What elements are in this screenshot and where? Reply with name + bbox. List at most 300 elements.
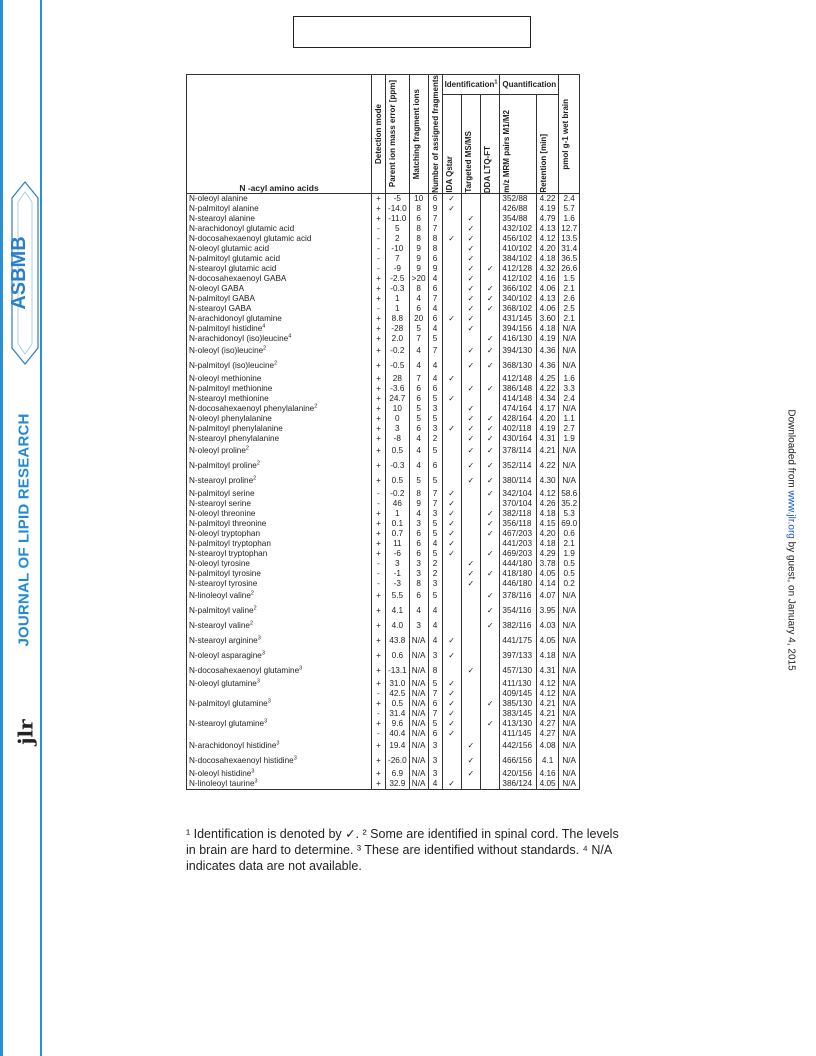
- table-row: [187, 414, 580, 424]
- compound-footnote-sup: 2: [253, 475, 257, 482]
- compound-name-cell: [187, 549, 372, 559]
- mass-error-cell: -6: [386, 549, 410, 559]
- detection-mode-cell: +: [372, 204, 386, 214]
- compound-name: N-palmitoyl histidine: [189, 323, 263, 333]
- table-row: [187, 604, 580, 619]
- targeted-msms-cell: ✓: [461, 359, 480, 374]
- detection-mode-cell: +: [372, 359, 386, 374]
- matching-fragments-cell: N/A: [409, 754, 428, 769]
- compound-name-cell: [187, 729, 372, 739]
- ida-qstar-cell: ✓: [442, 709, 461, 719]
- mrm-pair-cell: 410/102: [500, 244, 537, 254]
- dda-ltq-ft-cell: [481, 214, 500, 224]
- detection-mode-cell: -: [372, 264, 386, 274]
- header-dda: [481, 95, 500, 194]
- matching-fragments-cell: 8: [409, 579, 428, 589]
- matching-fragments-cell: 6: [409, 304, 428, 314]
- assigned-fragments-cell: 3: [428, 739, 442, 754]
- jlr-link[interactable]: www.jlr.org: [785, 490, 797, 539]
- targeted-msms-cell: ✓: [461, 424, 480, 434]
- table-row: [187, 739, 580, 754]
- compound-name: N-docosahexaenoyl GABA: [189, 273, 287, 283]
- ida-qstar-cell: ✓: [442, 539, 461, 549]
- targeted-msms-cell: [461, 204, 480, 214]
- table-row: [187, 234, 580, 244]
- detection-mode-cell: +: [372, 509, 386, 519]
- acyl-amino-acid-table: [186, 74, 580, 790]
- mass-error-cell: 1: [386, 509, 410, 519]
- matching-fragments-cell: 9: [409, 499, 428, 509]
- table-row: [187, 539, 580, 549]
- dda-ltq-ft-cell: [481, 314, 500, 324]
- dda-ltq-ft-cell: [481, 649, 500, 664]
- detection-mode-cell: +: [372, 519, 386, 529]
- mass-error-cell: 24.7: [386, 394, 410, 404]
- retention-cell: 3.78: [537, 559, 559, 569]
- pmol-cell: 2.1: [559, 314, 580, 324]
- compound-footnote-sup: 2: [314, 403, 318, 410]
- compound-name-cell: [187, 474, 372, 489]
- mrm-pair-cell: 467/203: [500, 529, 537, 539]
- mass-error-cell: 0.1: [386, 519, 410, 529]
- compound-name-cell: [187, 434, 372, 444]
- compound-name-cell: [187, 509, 372, 519]
- ida-qstar-cell: ✓: [442, 204, 461, 214]
- mass-error-cell: 1: [386, 304, 410, 314]
- table-row: [187, 244, 580, 254]
- dda-ltq-ft-cell: [481, 234, 500, 244]
- mass-error-cell: -11.0: [386, 214, 410, 224]
- detection-mode-cell: +: [372, 474, 386, 489]
- ida-qstar-cell: [442, 304, 461, 314]
- retention-cell: 4.79: [537, 214, 559, 224]
- mass-error-cell: 8.8: [386, 314, 410, 324]
- matching-fragments-cell: 6: [409, 589, 428, 604]
- compound-name: N-oleoyl histidine: [189, 768, 252, 778]
- header-name-text: N -acyl amino acids: [239, 182, 319, 193]
- header-detection-text: Detection mode: [374, 103, 383, 164]
- compound-name-cell: [187, 414, 372, 424]
- retention-cell: 4.22: [537, 193, 559, 204]
- table-row: [187, 709, 580, 719]
- dda-ltq-ft-cell: [481, 779, 500, 790]
- detection-mode-cell: +: [372, 274, 386, 284]
- dda-ltq-ft-cell: [481, 324, 500, 334]
- matching-fragments-cell: N/A: [409, 709, 428, 719]
- mass-error-cell: 6.9: [386, 769, 410, 779]
- assigned-fragments-cell: 7: [428, 224, 442, 234]
- compound-name-cell: [187, 404, 372, 414]
- dda-ltq-ft-cell: [481, 204, 500, 214]
- compound-name: N-stearoyl glutamic acid: [189, 263, 277, 273]
- pmol-cell: 1.6: [559, 374, 580, 384]
- pmol-cell: 2.4: [559, 394, 580, 404]
- detection-mode-cell: +: [372, 604, 386, 619]
- ida-qstar-cell: ✓: [442, 509, 461, 519]
- retention-cell: 4.26: [537, 499, 559, 509]
- assigned-fragments-cell: 2: [428, 434, 442, 444]
- compound-name: N-palmitoyl valine: [189, 606, 254, 616]
- retention-cell: 4.20: [537, 529, 559, 539]
- targeted-msms-cell: ✓: [461, 264, 480, 274]
- detection-mode-cell: +: [372, 414, 386, 424]
- mrm-pair-cell: 368/102: [500, 304, 537, 314]
- compound-name-cell: [187, 499, 372, 509]
- targeted-msms-cell: [461, 604, 480, 619]
- assigned-fragments-cell: 3: [428, 769, 442, 779]
- compound-name: N-palmitoyl glutamine: [189, 698, 268, 708]
- targeted-msms-cell: [461, 529, 480, 539]
- mass-error-cell: 3: [386, 424, 410, 434]
- detection-mode-cell: +: [372, 294, 386, 304]
- matching-fragments-cell: >20: [409, 274, 428, 284]
- mrm-pair-cell: 441/203: [500, 539, 537, 549]
- targeted-msms-cell: ✓: [461, 404, 480, 414]
- mrm-pair-cell: 431/145: [500, 314, 537, 324]
- matching-fragments-cell: 4: [409, 294, 428, 304]
- compound-footnote-sup: 2: [250, 590, 254, 597]
- pmol-cell: 1.9: [559, 434, 580, 444]
- mass-error-cell: 28: [386, 374, 410, 384]
- dda-ltq-ft-cell: [481, 679, 500, 689]
- assigned-fragments-cell: 9: [428, 204, 442, 214]
- mrm-pair-cell: 394/130: [500, 344, 537, 359]
- targeted-msms-cell: [461, 779, 480, 790]
- dda-ltq-ft-cell: [481, 579, 500, 589]
- compound-name-cell: [187, 529, 372, 539]
- targeted-msms-cell: [461, 509, 480, 519]
- detection-mode-cell: +: [372, 284, 386, 294]
- retention-cell: 3.95: [537, 604, 559, 619]
- pmol-cell: N/A: [559, 604, 580, 619]
- pmol-cell: 5.3: [559, 509, 580, 519]
- compound-name-cell: [187, 604, 372, 619]
- compound-name-cell: [187, 519, 372, 529]
- mrm-pair-cell: 354/88: [500, 214, 537, 224]
- header-dda-text: DDA LTQ-FT: [483, 145, 493, 193]
- dda-ltq-ft-cell: [481, 664, 500, 679]
- matching-fragments-cell: 6: [409, 214, 428, 224]
- table-row: [187, 689, 580, 699]
- assigned-fragments-cell: 7: [428, 214, 442, 224]
- compound-name: N-oleoyl alanine: [189, 193, 248, 203]
- assigned-fragments-cell: 4: [428, 634, 442, 649]
- targeted-msms-cell: [461, 689, 480, 699]
- ida-qstar-cell: [442, 434, 461, 444]
- compound-name-cell: [187, 294, 372, 304]
- jlr-mark: jlr: [13, 719, 38, 745]
- retention-cell: 3.60: [537, 314, 559, 324]
- mass-error-cell: 31.4: [386, 709, 410, 719]
- targeted-msms-cell: [461, 634, 480, 649]
- pmol-cell: 2.1: [559, 284, 580, 294]
- retention-cell: 4.34: [537, 394, 559, 404]
- retention-cell: 4.12: [537, 679, 559, 689]
- retention-cell: 4.27: [537, 729, 559, 739]
- targeted-msms-cell: ✓: [461, 344, 480, 359]
- detection-mode-cell: +: [372, 619, 386, 634]
- compound-footnote-sup: 3: [276, 740, 280, 747]
- ida-qstar-cell: ✓: [442, 314, 461, 324]
- mrm-pair-cell: 428/164: [500, 414, 537, 424]
- mrm-pair-cell: 386/148: [500, 384, 537, 394]
- matching-fragments-cell: 6: [409, 549, 428, 559]
- matching-fragments-cell: 7: [409, 334, 428, 344]
- retention-cell: 4.18: [537, 324, 559, 334]
- title-box: [293, 16, 531, 48]
- retention-cell: 4.18: [537, 649, 559, 664]
- compound-name: N-palmitoyl tyrosine: [189, 568, 261, 578]
- compound-name: N-stearoyl alanine: [189, 213, 255, 223]
- matching-fragments-cell: 8: [409, 234, 428, 244]
- compound-name-cell: [187, 264, 372, 274]
- mass-error-cell: 7: [386, 254, 410, 264]
- dda-ltq-ft-cell: [481, 634, 500, 649]
- ida-qstar-cell: [442, 559, 461, 569]
- detection-mode-cell: +: [372, 394, 386, 404]
- compound-name: N-linoleoyl valine: [189, 591, 251, 601]
- dda-ltq-ft-cell: ✓: [481, 434, 500, 444]
- header-pmol-text: pmol g-1 wet brain: [561, 98, 571, 170]
- matching-fragments-cell: 4: [409, 604, 428, 619]
- compound-name-cell: [187, 679, 372, 689]
- matching-fragments-cell: 9: [409, 244, 428, 254]
- ida-qstar-cell: ✓: [442, 499, 461, 509]
- asbmb-logo-text: ASBMB: [8, 236, 30, 310]
- mass-error-cell: -2.5: [386, 274, 410, 284]
- mass-error-cell: 40.4: [386, 729, 410, 739]
- targeted-msms-cell: ✓: [461, 324, 480, 334]
- mass-error-cell: 11: [386, 539, 410, 549]
- mrm-pair-cell: 342/104: [500, 489, 537, 499]
- retention-cell: 4.32: [537, 264, 559, 274]
- ida-qstar-cell: [442, 579, 461, 589]
- ida-qstar-cell: [442, 769, 461, 779]
- header-matching-text: Matching fragment ions: [411, 88, 421, 180]
- table-row: [187, 334, 580, 344]
- dda-ltq-ft-cell: [481, 394, 500, 404]
- targeted-msms-cell: ✓: [461, 224, 480, 234]
- mass-error-cell: -14.0: [386, 204, 410, 214]
- ida-qstar-cell: [442, 264, 461, 274]
- mass-error-cell: 42.5: [386, 689, 410, 699]
- compound-name: N-stearoyl arginine: [189, 636, 258, 646]
- ida-qstar-cell: [442, 384, 461, 394]
- detection-mode-cell: -: [372, 569, 386, 579]
- detection-mode-cell: +: [372, 404, 386, 414]
- table-row: [187, 474, 580, 489]
- dda-ltq-ft-cell: ✓: [481, 284, 500, 294]
- compound-name-cell: [187, 489, 372, 499]
- detection-mode-cell: -: [372, 304, 386, 314]
- detection-mode-cell: +: [372, 424, 386, 434]
- pmol-cell: N/A: [559, 769, 580, 779]
- header-identification-sup: 1: [494, 78, 498, 85]
- compound-name: N-palmitoyl alanine: [189, 203, 259, 213]
- ida-qstar-cell: [442, 619, 461, 634]
- table-row: [187, 529, 580, 539]
- targeted-msms-cell: ✓: [461, 314, 480, 324]
- mass-error-cell: -9: [386, 264, 410, 274]
- matching-fragments-cell: 5: [409, 404, 428, 414]
- ida-qstar-cell: ✓: [442, 549, 461, 559]
- dda-ltq-ft-cell: ✓: [481, 489, 500, 499]
- mrm-pair-cell: 466/156: [500, 754, 537, 769]
- retention-cell: 4.15: [537, 519, 559, 529]
- header-ida-text: IDA Qstar: [444, 156, 454, 193]
- targeted-msms-cell: ✓: [461, 664, 480, 679]
- retention-cell: 4.07: [537, 589, 559, 604]
- mrm-pair-cell: 441/175: [500, 634, 537, 649]
- table-row: [187, 679, 580, 689]
- detection-mode-cell: +: [372, 193, 386, 204]
- ida-qstar-cell: [442, 474, 461, 489]
- pmol-cell: N/A: [559, 404, 580, 414]
- dda-ltq-ft-cell: ✓: [481, 529, 500, 539]
- table-row: [187, 404, 580, 414]
- ida-qstar-cell: [442, 414, 461, 424]
- table-row: [187, 499, 580, 509]
- table-row: [187, 779, 580, 790]
- compound-name-cell: [187, 394, 372, 404]
- table-row: [187, 519, 580, 529]
- mass-error-cell: 10: [386, 404, 410, 414]
- pmol-cell: 1.6: [559, 214, 580, 224]
- mrm-pair-cell: 474/164: [500, 404, 537, 414]
- mrm-pair-cell: 352/114: [500, 459, 537, 474]
- mass-error-cell: -10: [386, 244, 410, 254]
- assigned-fragments-cell: 7: [428, 709, 442, 719]
- pmol-cell: 26.6: [559, 264, 580, 274]
- mass-error-cell: -5: [386, 193, 410, 204]
- dda-ltq-ft-cell: [481, 499, 500, 509]
- header-targeted-text: Targeted MS/MS: [463, 131, 473, 193]
- mrm-pair-cell: 412/148: [500, 374, 537, 384]
- mrm-pair-cell: 382/118: [500, 509, 537, 519]
- table-row: [187, 619, 580, 634]
- retention-cell: 4.22: [537, 459, 559, 474]
- mrm-pair-cell: 384/102: [500, 254, 537, 264]
- table-row: [187, 699, 580, 709]
- assigned-fragments-cell: 6: [428, 384, 442, 394]
- targeted-msms-cell: ✓: [461, 444, 480, 459]
- retention-cell: 4.03: [537, 619, 559, 634]
- compound-name: N-stearoyl serine: [189, 498, 251, 508]
- compound-footnote-sup: 3: [257, 635, 261, 642]
- dda-ltq-ft-cell: ✓: [481, 474, 500, 489]
- mrm-pair-cell: 368/130: [500, 359, 537, 374]
- mass-error-cell: -0.2: [386, 344, 410, 359]
- mrm-pair-cell: 378/116: [500, 589, 537, 604]
- dda-ltq-ft-cell: ✓: [481, 519, 500, 529]
- retention-cell: 4.36: [537, 344, 559, 359]
- mass-error-cell: 0: [386, 414, 410, 424]
- detection-mode-cell: +: [372, 779, 386, 790]
- assigned-fragments-cell: 8: [428, 234, 442, 244]
- pmol-cell: 2.6: [559, 294, 580, 304]
- dda-ltq-ft-cell: ✓: [481, 384, 500, 394]
- pmol-cell: 2.1: [559, 539, 580, 549]
- ida-qstar-cell: [442, 224, 461, 234]
- detection-mode-cell: +: [372, 314, 386, 324]
- retention-cell: 4.27: [537, 719, 559, 729]
- sidebar-stripe-right: [40, 0, 42, 1056]
- retention-cell: 4.21: [537, 444, 559, 459]
- dda-ltq-ft-cell: [481, 254, 500, 264]
- retention-cell: 4.18: [537, 539, 559, 549]
- pmol-cell: N/A: [559, 689, 580, 699]
- ida-qstar-cell: ✓: [442, 679, 461, 689]
- dda-ltq-ft-cell: [481, 224, 500, 234]
- targeted-msms-cell: ✓: [461, 579, 480, 589]
- compound-name: N-arachidonoyl glutamine: [189, 313, 282, 323]
- detection-mode-cell: +: [372, 679, 386, 689]
- compound-name: N-palmitoyl phenylalanine: [189, 423, 283, 433]
- pmol-cell: N/A: [559, 729, 580, 739]
- mrm-pair-cell: 378/114: [500, 444, 537, 459]
- header-error-text: Parent ion mass error [ppm]: [388, 80, 397, 188]
- ida-qstar-cell: [442, 344, 461, 359]
- dda-ltq-ft-cell: ✓: [481, 604, 500, 619]
- header-mrm-text: m/z MRM pairs M1/M2: [502, 110, 512, 193]
- compound-name-cell: [187, 224, 372, 234]
- mrm-pair-cell: 380/114: [500, 474, 537, 489]
- compound-name: N-stearoyl methionine: [189, 393, 269, 403]
- compound-name-cell: [187, 204, 372, 214]
- matching-fragments-cell: 8: [409, 224, 428, 234]
- retention-cell: 4.22: [537, 384, 559, 394]
- detection-mode-cell: +: [372, 344, 386, 359]
- detection-mode-cell: +: [372, 334, 386, 344]
- detection-mode-cell: -: [372, 689, 386, 699]
- header-pmol: [559, 75, 580, 194]
- assigned-fragments-cell: 7: [428, 689, 442, 699]
- compound-name-cell: [187, 699, 372, 709]
- mrm-pair-cell: 456/102: [500, 234, 537, 244]
- dda-ltq-ft-cell: [481, 539, 500, 549]
- pmol-cell: N/A: [559, 664, 580, 679]
- pmol-cell: 3.3: [559, 384, 580, 394]
- targeted-msms-cell: [461, 619, 480, 634]
- pmol-cell: N/A: [559, 649, 580, 664]
- compound-name-cell: [187, 619, 372, 634]
- compound-name-cell: [187, 754, 372, 769]
- detection-mode-cell: +: [372, 384, 386, 394]
- mass-error-cell: 32.9: [386, 779, 410, 790]
- assigned-fragments-cell: 6: [428, 193, 442, 204]
- table-row: [187, 579, 580, 589]
- table-row: [187, 569, 580, 579]
- mrm-pair-cell: 444/180: [500, 559, 537, 569]
- assigned-fragments-cell: 6: [428, 459, 442, 474]
- pmol-cell: 2.4: [559, 193, 580, 204]
- table-row: [187, 634, 580, 649]
- matching-fragments-cell: 5: [409, 474, 428, 489]
- table-row: [187, 549, 580, 559]
- detection-mode-cell: -: [372, 489, 386, 499]
- retention-cell: 4.19: [537, 204, 559, 214]
- dda-ltq-ft-cell: ✓: [481, 334, 500, 344]
- compound-name: N-oleoyl glutamic acid: [189, 243, 270, 253]
- assigned-fragments-cell: 5: [428, 414, 442, 424]
- dda-ltq-ft-cell: [481, 689, 500, 699]
- mrm-pair-cell: 411/145: [500, 729, 537, 739]
- compound-name: N-stearoyl proline: [189, 476, 254, 486]
- ida-qstar-cell: ✓: [442, 519, 461, 529]
- compound-name-cell: [187, 284, 372, 294]
- assigned-fragments-cell: 5: [428, 679, 442, 689]
- detection-mode-cell: +: [372, 444, 386, 459]
